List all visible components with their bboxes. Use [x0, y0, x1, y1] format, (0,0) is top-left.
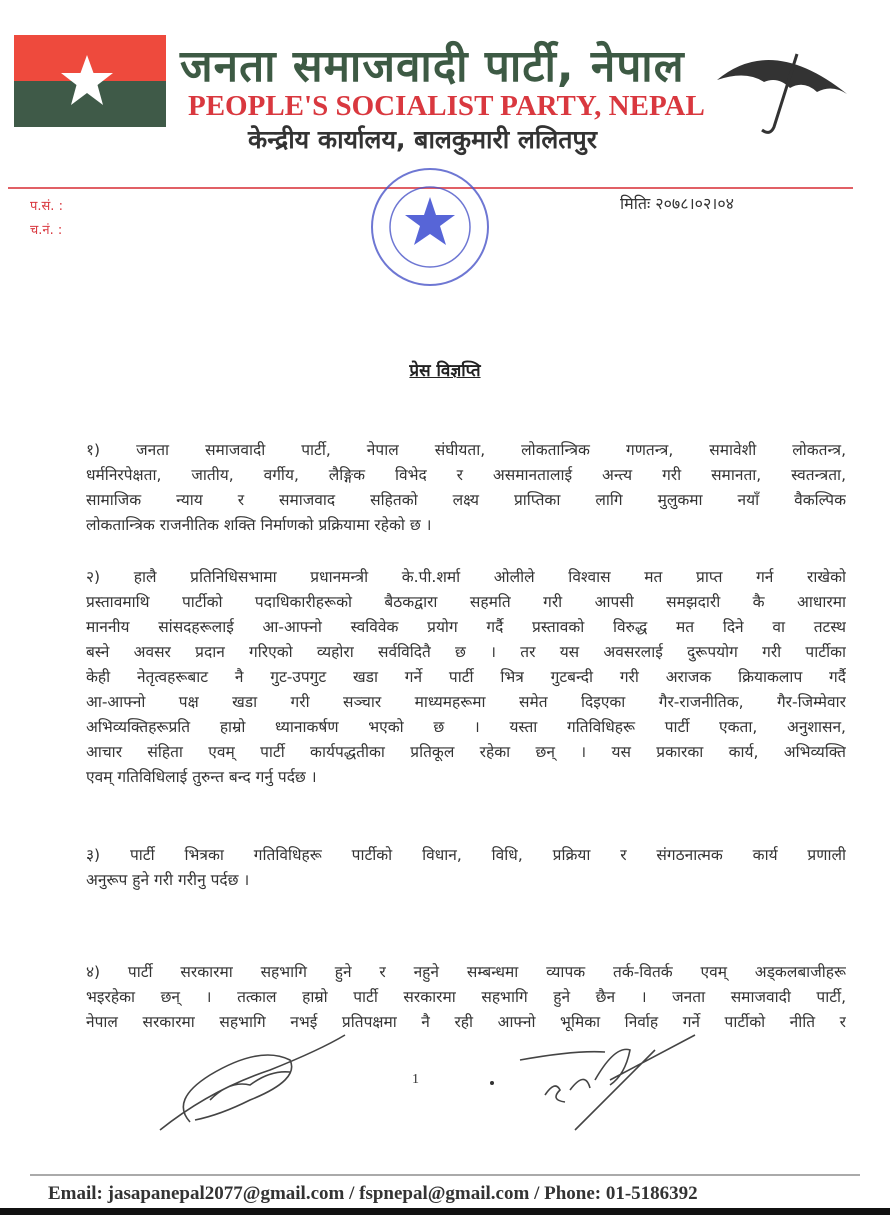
- text-line: भइरहेका छन् । तत्काल हाम्रो पार्टी सरकारमा सहभागि हुने छैन । जनता समाजवादी पार्टी,: [86, 988, 846, 1006]
- party-stamp-seal: [368, 165, 492, 289]
- text-line: अनुरूप हुने गरी गरीनु पर्दछ ।: [86, 871, 250, 889]
- paragraph-2: [86, 565, 846, 790]
- party-flag-logo: [14, 35, 166, 127]
- umbrella-icon: [712, 42, 852, 137]
- signature-right: [515, 1030, 715, 1135]
- text-line: १) जनता समाजवादी पार्टी, नेपाल संघीयता, लोकतान्त्रिक गणतन्त्र, समावेशी लोकतन्त्र,: [86, 441, 846, 459]
- signature-left: [150, 1030, 360, 1135]
- text-line: एवम् गतिविधिलाई तुरुन्त बन्द गर्नु पर्दछ ।: [86, 768, 317, 786]
- paragraph-1: [86, 438, 846, 538]
- text-line: बस्ने अवसर प्रदान गरिएको व्यहोरा सर्वविदितै छ । तर यस अवसरलाई दुरूपयोग गरी पार्टीका: [86, 643, 846, 661]
- text-line: आचार संहिता एवम् पार्टी कार्यपद्धतीका प्रतिकूल रहेका छन् । यस प्रकारका कार्य, अभिव्यक्ति: [86, 743, 846, 761]
- page-number: 1: [412, 1072, 419, 1087]
- document-date: मितिः २०७८।०२।०४: [620, 194, 734, 213]
- text-line: धर्मनिरपेक्षता, जातीय, वर्गीय, लैङ्गिक विभेद र असमानतालाई अन्त्य गरी समानता, स्वतन्त्रता,: [86, 466, 846, 484]
- text-line: केही नेतृत्वहरूबाट नै गुट-उपगुट खडा गर्ने पार्टी भित्र गुटबन्दी गरी अराजक क्रियाकलाप गर्दै: [86, 668, 846, 686]
- press-release-heading: प्रेस विज्ञप्ति: [409, 361, 481, 381]
- party-name-nepali: जनता समाजवादी पार्टी, नेपाल: [180, 41, 685, 92]
- reference-number-label: प.सं. :: [30, 199, 63, 214]
- paragraph-4: [86, 960, 846, 1035]
- text-line: सामाजिक न्याय र समाजवाद सहितको लक्ष्य प्राप्तिका लागि मुलुकमा नयाँ वैकल्पिक: [86, 491, 846, 509]
- star-icon: [59, 53, 115, 109]
- footer-contact: Email: jasapanepal2077@gmail.com / fspnepal@gmail.com / Phone: 01-5186392: [48, 1183, 698, 1204]
- text-line: माननीय सांसदहरूलाई आ-आफ्नो स्वविवेक प्रयोग गर्दै प्रस्तावको विरुद्ध मत दिने वा तटस्थ: [86, 618, 846, 636]
- text-line: २) हालै प्रतिनिधिसभामा प्रधानमन्त्री के.पी.शर्मा ओलीले विश्वास मत प्राप्त गर्न राखेको: [86, 568, 846, 586]
- text-line: नेपाल सरकारमा सहभागि नभई प्रतिपक्षमा नै रही आफ्नो भूमिका निर्वाह गर्ने पार्टीको नीति र: [86, 1013, 846, 1031]
- dot-mark: [490, 1081, 494, 1085]
- text-line: ४) पार्टी सरकारमा सहभागि हुने र नहुने सम्बन्धमा व्यापक तर्क-वितर्क एवम् अड्कलबाजीहरू: [86, 963, 846, 981]
- footer-divider: [30, 1174, 860, 1176]
- text-line: आ-आफ्नो पक्ष खडा गरी सञ्चार माध्यमहरूमा समेत दिइएका गैर-राजनीतिक, गैर-जिम्मेवार: [86, 693, 846, 711]
- office-address: केन्द्रीय कार्यालय, बालकुमारी ललितपुर: [248, 125, 597, 154]
- bottom-edge: [0, 1208, 890, 1215]
- paragraph-3: [86, 843, 846, 893]
- text-line: प्रस्तावमाथि पार्टीको पदाधिकारीहरूको बैठकद्वारा सहमति गरी आपसी समझदारी कै आधारमा: [86, 593, 846, 611]
- dispatch-number-label: च.नं. :: [30, 223, 63, 238]
- text-line: अभिव्यक्तिहरूप्रति हाम्रो ध्यानाकर्षण भएको छ । यस्ता गतिविधिहरू पार्टी एकता, अनुशासन,: [86, 718, 846, 736]
- text-line: लोकतान्त्रिक राजनीतिक शक्ति निर्माणको प्रक्रियामा रहेको छ ।: [86, 516, 432, 534]
- text-line: ३) पार्टी भित्रका गतिविधिहरू पार्टीको विधान, विधि, प्रक्रिया र संगठनात्मक कार्य प्रणाली: [86, 846, 846, 864]
- party-name-english: PEOPLE'S SOCIALIST PARTY, NEPAL: [188, 90, 705, 122]
